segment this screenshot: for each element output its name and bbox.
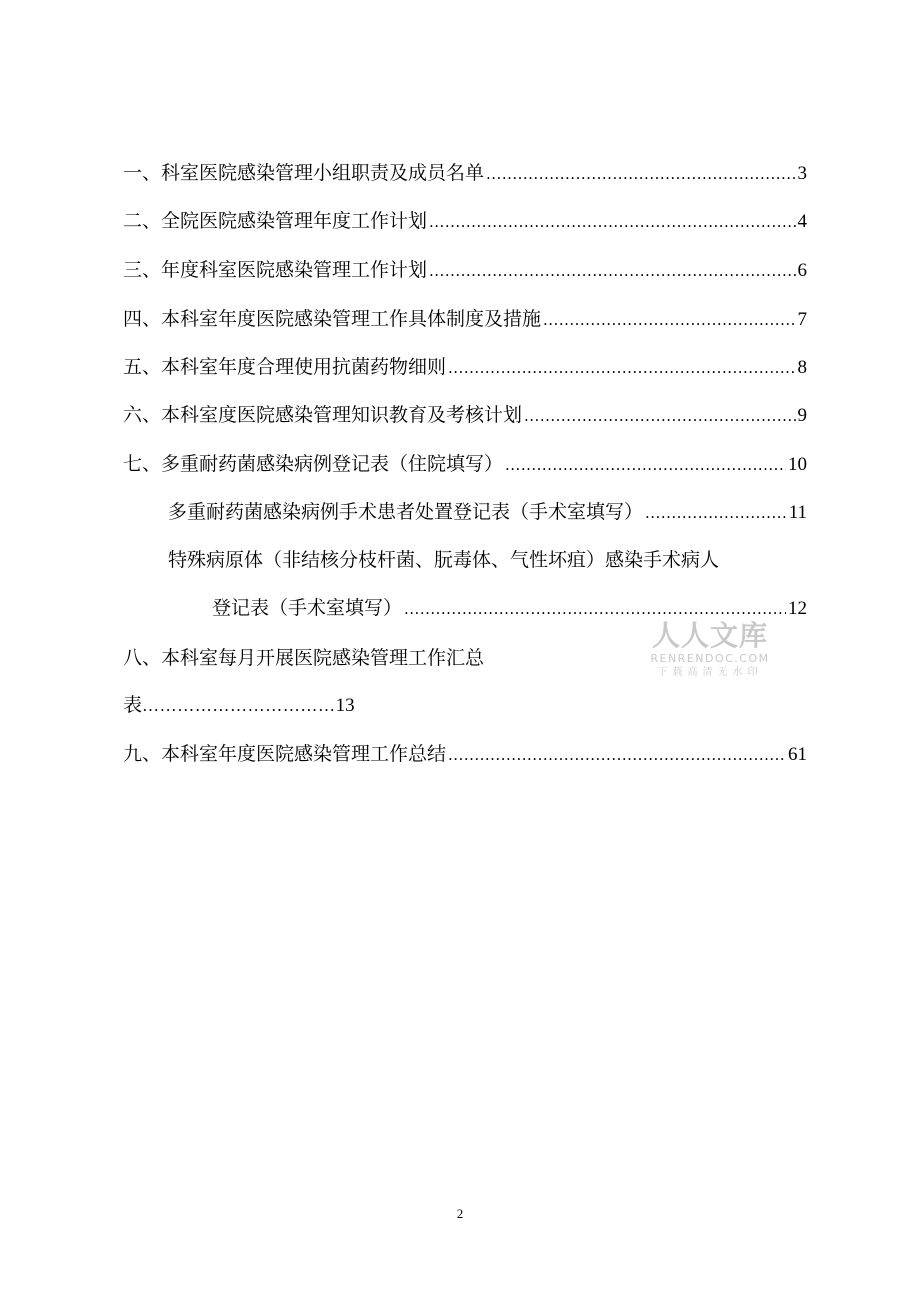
toc-dot-leader	[448, 742, 786, 768]
toc-entry-title: 九、本科室年度医院感染管理工作总结	[123, 743, 447, 765]
page-number: 2	[456, 1206, 464, 1221]
toc-entry-page: 13	[335, 695, 355, 716]
toc-entry	[123, 208, 807, 235]
toc-entry-title: 七、多重耐药菌感染病例登记表（住院填写）	[123, 453, 504, 475]
toc-entry-title: 五、本科室年度合理使用抗菌药物细则	[123, 356, 447, 378]
toc-entry	[123, 306, 807, 333]
toc-sub-entry-line	[168, 547, 719, 573]
toc-dot-leader	[448, 355, 795, 381]
toc-entry-page: 8	[797, 357, 807, 378]
toc-entry-line	[123, 692, 355, 719]
toc-entry-page: 61	[788, 744, 807, 765]
toc-entry-page: 9	[797, 405, 807, 426]
toc-entry	[123, 257, 807, 284]
toc-entry-title: 登记表（手术室填写）	[212, 597, 403, 619]
toc-entry-page: 11	[788, 502, 807, 523]
toc-entry-page: 6	[797, 260, 807, 281]
toc-entry	[123, 741, 807, 768]
toc-dot-leader	[543, 307, 795, 333]
toc-entry-title: 多重耐药菌感染病例手术患者处置登记表（手术室填写）	[168, 501, 644, 523]
toc-dot-leader	[505, 452, 786, 478]
toc-entry	[123, 160, 807, 187]
watermark-slogan: 下载高清无水印	[657, 667, 763, 678]
toc-entry-title: 二、全院医院感染管理年度工作计划	[123, 210, 428, 232]
toc-entry-title: 特殊病原体（非结核分枝杆菌、朊毒体、气性坏疽）感染手术病人	[168, 549, 720, 571]
toc-dot-leader	[524, 403, 795, 429]
toc-dot-leader	[429, 258, 795, 284]
toc-entry-page: 4	[797, 211, 807, 232]
toc-entry-title: 六、本科室度医院感染管理知识教育及考核计划	[123, 404, 523, 426]
toc-entry-page: 7	[797, 309, 807, 330]
toc-entry-page: 10	[788, 454, 807, 475]
toc-dot-leader	[429, 209, 795, 235]
toc-sub-entry	[212, 595, 807, 622]
toc-entry	[123, 451, 807, 478]
toc-entry	[123, 354, 807, 381]
watermark-url: RENRENDOC.COM	[650, 652, 770, 665]
watermark-title: 人人文库	[651, 619, 768, 652]
toc-sub-entry	[168, 499, 807, 526]
toc-entry-title: 表	[123, 694, 143, 716]
toc-entry-title: 三、年度科室医院感染管理工作计划	[123, 259, 428, 281]
toc-entry-line	[123, 645, 484, 671]
toc-ellipsis-leader: ……………………………	[142, 696, 336, 715]
toc-entry-title: 八、本科室每月开展医院感染管理工作汇总	[123, 647, 485, 669]
toc-entry-title: 一、科室医院感染管理小组职责及成员名单	[123, 162, 485, 184]
toc-entry-page: 12	[788, 598, 807, 619]
toc-entry-title: 四、本科室年度医院感染管理工作具体制度及措施	[123, 308, 542, 330]
toc-entry	[123, 402, 807, 429]
toc-entry-page: 3	[797, 163, 807, 184]
toc-dot-leader	[645, 500, 787, 526]
watermark	[640, 620, 780, 680]
toc-dot-leader	[486, 161, 795, 187]
